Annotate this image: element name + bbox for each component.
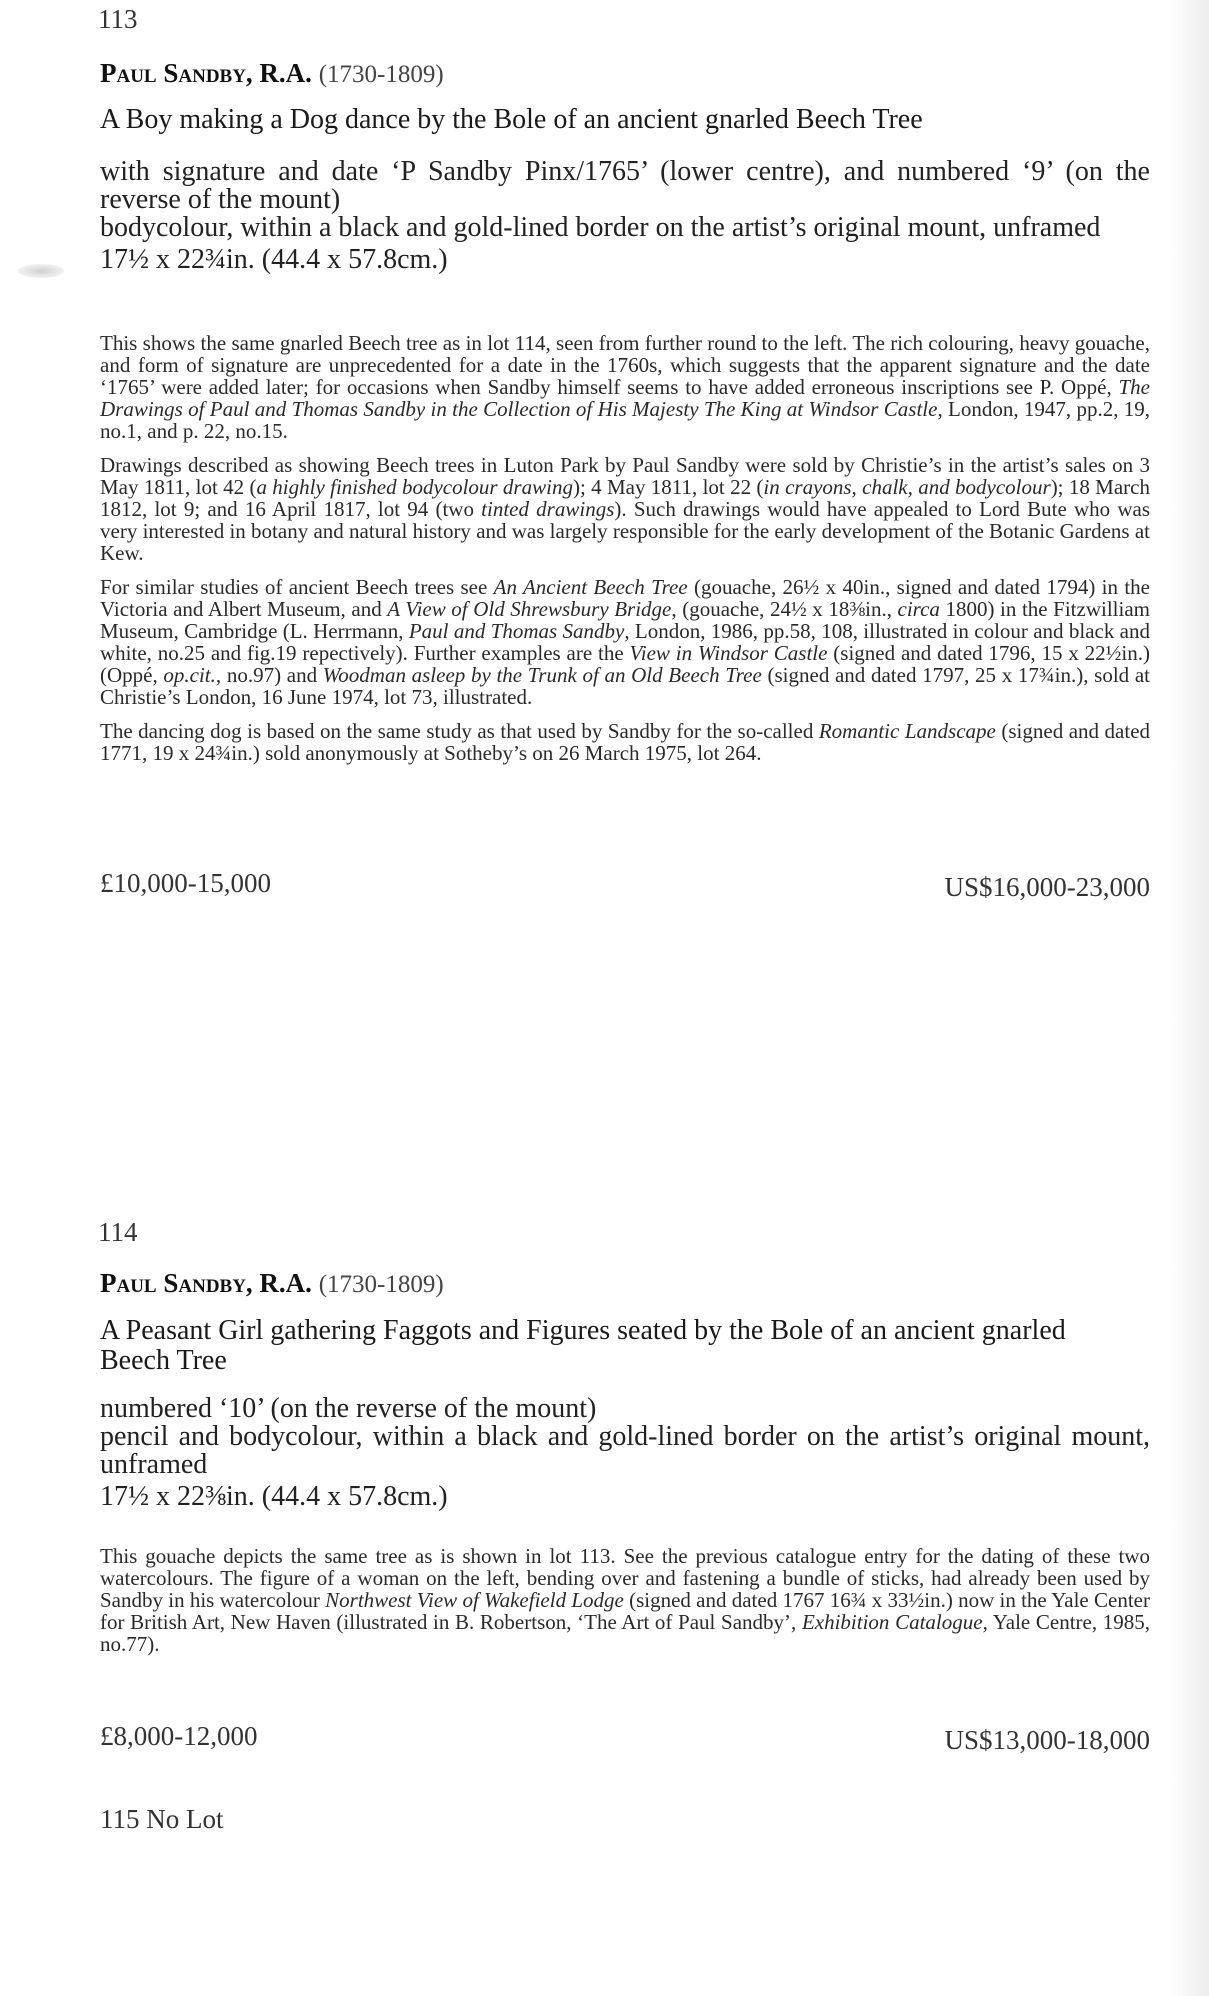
italic-reference: Paul and Thomas Sandby [408,619,625,643]
estimate-gbp: £8,000-12,000 [100,1721,258,1751]
catalogue-notes [100,1545,1150,1667]
artwork-title: A Boy making a Dog dance by the Bole of an ancient gnarled Beech Tree [100,104,923,135]
artist-name: Paul Sandby, R.A. [100,58,312,88]
italic-reference: op.cit. [163,663,216,687]
note-text: Drawings described as showing Beech trees in Luton Park by Paul Sandby were sold by Christie’s in the artist’s sales on 3 May 1811, lot 42 ( [100,453,1150,499]
artist-heading [100,1266,444,1302]
note-text: , no.97) and [215,663,323,687]
note-paragraph [100,1545,1150,1655]
note-text: (signed and dated 1767 16¾ x 33½in.) now in the Yale Center for British Art, New Haven (illustrated in B. Robertson, ‘The Art of Paul Sandby’, [100,1588,1150,1634]
artist-dates: (1730-1809) [318,61,444,88]
catalogue-notes [100,332,1150,776]
note-paragraph [100,454,1150,564]
italic-reference: circa [897,597,940,621]
inscription: with signature and date ‘P Sandby Pinx/1765’ (lower centre), and numbered ‘9’ (on the reverse of the mount) [100,156,1150,215]
note-text: , Yale Centre, 1985, no.77). [100,1610,1150,1656]
lot-number: 113 [98,4,138,34]
italic-reference: in crayons, chalk, and bodycolour [763,475,1051,499]
note-paragraph [100,332,1150,442]
artist-dates: (1730-1809) [318,1271,444,1298]
note-text: 1800) in the Fitzwilliam Museum, Cambridge (L. Herrmann, [100,597,1150,643]
note-text: (signed and dated 1771, 19 x 24¾in.) sold anonymously at Sotheby’s on 26 March 1975, lot 264. [100,719,1151,765]
page-edge-shadow [1169,0,1209,1996]
scan-smudge [18,264,64,278]
italic-reference: An Ancient Beech Tree [493,575,688,599]
dimensions: 17½ x 22¾in. (44.4 x 57.8cm.) [100,244,448,275]
dimensions: 17½ x 22⅜in. (44.4 x 57.8cm.) [100,1481,448,1512]
lot-number: 114 [98,1217,138,1247]
inscription: numbered ‘10’ (on the reverse of the mount) [100,1393,597,1424]
italic-reference: Romantic Landscape [818,719,996,743]
artwork-details [100,158,1150,274]
italic-reference: View in Windsor Castle [629,641,828,665]
note-text: (signed and dated 1796, 15 x 22½in.) (Oppé, [100,641,1150,687]
estimate-usd: US$13,000-18,000 [944,1725,1150,1755]
note-text: , London, 1986, pp.58, 108, illustrated in colour and black and white, no.25 and fig.19 repectively). Further examples are the [100,619,1150,665]
note-text: (signed and dated 1797, 25 x 17¾in.), sold at Christie’s London, 16 June 1974, lot 73, illustrated. [100,663,1150,709]
note-text: (gouache, 26½ x 40in., signed and dated 1794) in the Victoria and Albert Museum, and [100,575,1150,621]
artist-name: Paul Sandby, R.A. [100,1268,312,1298]
note-text: ). Such drawings would have appealed to Lord Bute who was very interested in botany and natural history and was largely responsible for the early development of the Botanic Gardens at Kew. [100,497,1150,565]
note-text: This gouache depicts the same tree as is shown in lot 113. See the previous catalogue entry for the dating of these two watercolours. The figure of a woman on the left, bending over and fastening a bundle of sticks, had already been used by Sandby in his watercolour [100,1544,1150,1612]
italic-reference: Woodman asleep by the Trunk of an Old Beech Tree [322,663,762,687]
note-text: The dancing dog is based on the same study as that used by Sandby for the so-called [100,719,819,743]
artist-heading [100,56,444,92]
note-paragraph [100,576,1150,708]
note-text: ); 4 May 1811, lot 22 ( [572,475,764,499]
medium: pencil and bodycolour, within a black and gold-lined border on the artist’s original mount, unframed [100,1421,1150,1480]
italic-reference: Exhibition Catalogue [801,1610,983,1634]
note-text: This shows the same gnarled Beech tree as in lot 114, seen from further round to the left. The rich colouring, heavy gouache, and form of signature are unprecedented for a date in the 1760s, which suggests that the apparent signature and the date ‘1765’ were added later; for occasions when Sandby himself seems to have added erroneous inscriptions see P. Oppé, [100,331,1150,399]
note-text: , (gouache, 24½ x 18⅜in., [671,597,898,621]
italic-reference: a highly finished bodycolour drawing [256,475,573,499]
estimate-usd: US$16,000-23,000 [944,872,1150,902]
note-text: , London, 1947, pp.2, 19, no.1, and p. 22, no.15. [100,397,1150,443]
italic-reference: Northwest View of Wakefield Lodge [325,1588,624,1612]
note-paragraph [100,720,1150,764]
note-text: ); 18 March 1812, lot 9; and 16 April 1817, lot 94 (two [100,475,1150,521]
note-text: For similar studies of ancient Beech trees see [100,575,494,599]
no-lot-notice: 115 No Lot [100,1804,224,1834]
italic-reference: tinted drawings [481,497,615,521]
artwork-details [100,1395,1150,1511]
artwork-title: A Peasant Girl gathering Faggots and Figures seated by the Bole of an ancient gnarled Beech Tree [100,1315,1066,1376]
italic-reference: The Drawings of Paul and Thomas Sandby in the Collection of His Majesty The King at Windsor Castle [100,375,1150,421]
italic-reference: A View of Old Shrewsbury Bridge [387,597,672,621]
estimate-gbp: £10,000-15,000 [100,868,271,898]
medium: bodycolour, within a black and gold-lined border on the artist’s original mount, unframed [100,212,1101,243]
